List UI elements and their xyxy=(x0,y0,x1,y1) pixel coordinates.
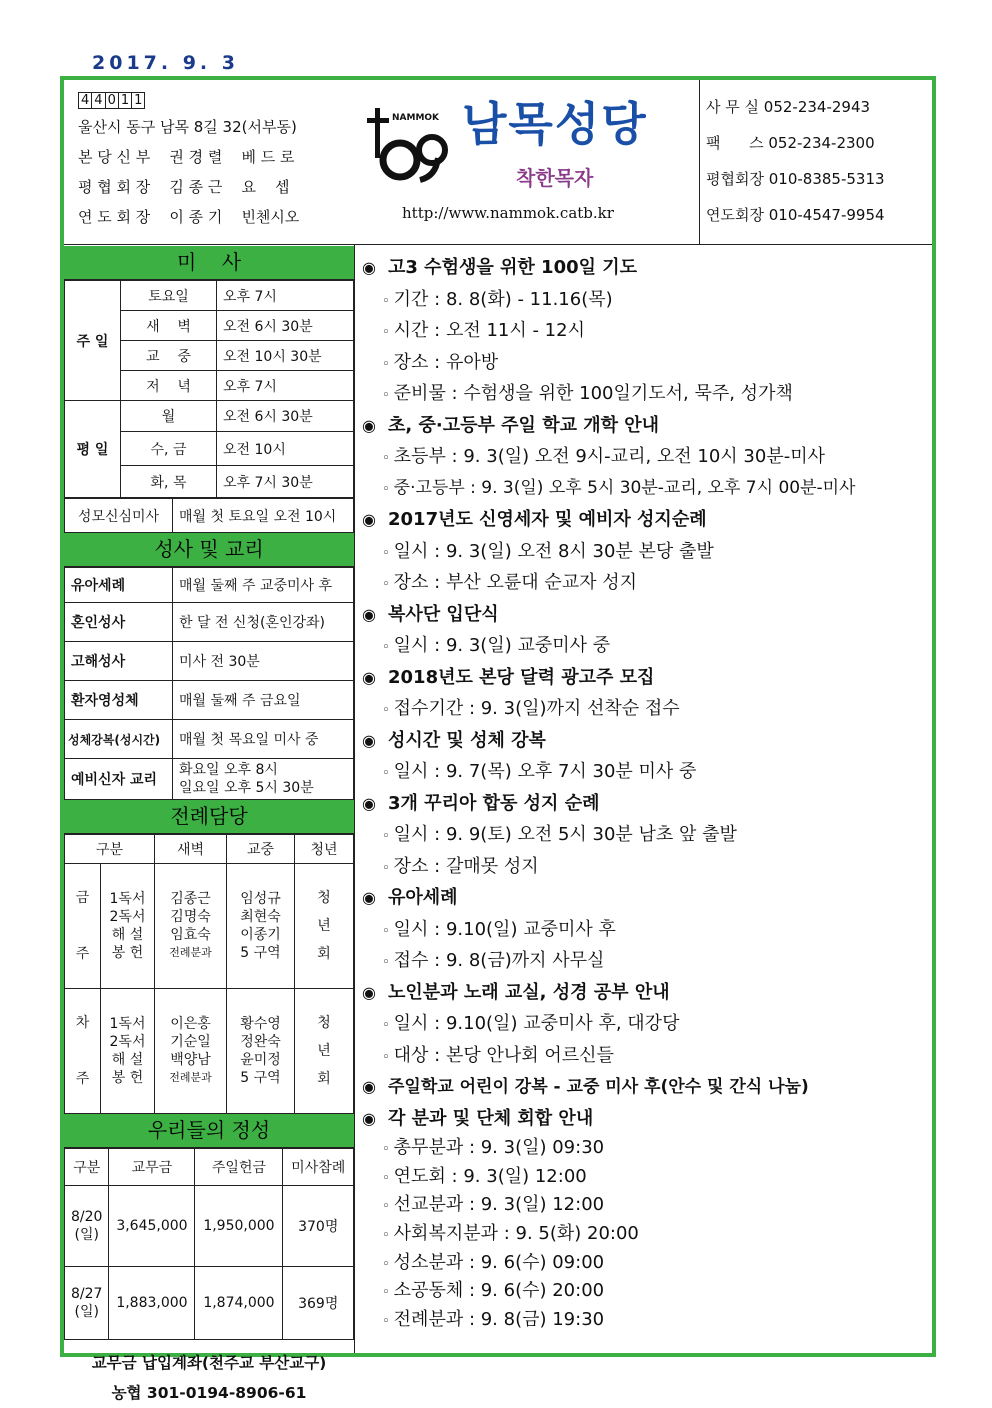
mass-name: 화, 목 xyxy=(121,466,217,498)
liturgy-header: 새벽 xyxy=(155,835,227,864)
mass-name: 수, 금 xyxy=(121,432,217,466)
week-char: 금 xyxy=(75,890,90,906)
sacrament-desc: 미사 전 30분 xyxy=(173,642,354,681)
role: 2독서 xyxy=(109,1034,146,1050)
notice-title-text: 주일학교 어린이 강복 - 교중 미사 후(안수 및 간식 나눔) xyxy=(388,1077,809,1097)
bullet-icon: ◦ xyxy=(382,293,390,309)
notice-item-text: 일시 : 9. 9(토) 오전 5시 30분 남초 앞 출발 xyxy=(393,824,737,845)
assignee: 임성규 xyxy=(240,891,281,907)
mass-name: 월 xyxy=(121,401,217,432)
assignee: 김종근 xyxy=(170,891,211,907)
staff-name: 김 종 근 xyxy=(169,178,223,196)
assignee: 이은홍 xyxy=(170,1016,211,1032)
notice-title xyxy=(362,410,922,442)
assignee: 임효숙 xyxy=(170,927,211,943)
church-logo-icon xyxy=(366,102,454,184)
role: 1독서 xyxy=(109,1016,146,1032)
notice-item-text: 일시 : 9. 7(목) 오후 7시 30분 미사 중 xyxy=(393,761,697,782)
bulletin-date: 2017. 9. 3 xyxy=(92,52,239,74)
week-char: 주 xyxy=(75,1071,90,1087)
role-list xyxy=(101,989,155,1114)
notice-item xyxy=(362,1008,922,1040)
main-list xyxy=(227,864,295,989)
table-row xyxy=(65,989,354,1114)
contact-row xyxy=(706,164,928,200)
notice-title-text: 2018년도 본당 달력 광고주 모집 xyxy=(388,666,655,688)
notice-item xyxy=(362,1191,922,1220)
liturgy-header: 구분 xyxy=(65,835,155,864)
youth-list xyxy=(295,864,354,989)
notice-item xyxy=(362,1220,922,1249)
notice-item xyxy=(362,567,922,599)
offering-header: 교무금 xyxy=(109,1149,195,1186)
notice-title-text: 고3 수험생을 위한 100일 기도 xyxy=(388,257,638,278)
staff-baptismal: 베 드 로 xyxy=(241,148,295,166)
account-number: 농협 301-0194-8906-61 xyxy=(111,1384,307,1402)
assignee: 전례분과 xyxy=(169,946,212,959)
bullet-icon: ◦ xyxy=(382,1049,390,1065)
staff-row xyxy=(78,202,348,232)
bullet-icon: ◦ xyxy=(382,923,390,939)
offering-dues: 1,883,000 xyxy=(109,1267,195,1340)
notice-item xyxy=(362,756,922,788)
assignee: 정완숙 xyxy=(240,1034,281,1050)
contact-label: 사 무 실 xyxy=(706,98,760,116)
zip-digit: 4 xyxy=(92,93,105,108)
mass-name: 성모신심미사 xyxy=(65,499,173,533)
notice-item-text: 일시 : 9.10(일) 교중미사 후, 대강당 xyxy=(393,1013,680,1034)
table-row xyxy=(65,1267,354,1340)
zip-digit: 4 xyxy=(79,93,92,108)
zip-digit: 1 xyxy=(134,93,143,108)
notice-item xyxy=(362,1249,922,1278)
youth-char: 청 xyxy=(317,1015,331,1031)
offering-dues: 3,645,000 xyxy=(109,1186,195,1267)
offering-collection: 1,950,000 xyxy=(195,1186,283,1267)
bullet-icon: ◦ xyxy=(382,766,390,781)
youth-char: 년 xyxy=(317,1043,331,1059)
mass-name: 저 녁 xyxy=(121,371,217,401)
role: 봉 헌 xyxy=(111,945,144,961)
staff-name: 이 종 기 xyxy=(169,208,223,226)
offering-header: 구분 xyxy=(65,1149,109,1186)
notice-item-text: 접수기간 : 9. 3(일)까지 선착순 접수 xyxy=(393,698,680,719)
bullseye-icon: ◉ xyxy=(362,1108,376,1128)
mass-time: 오전 6시 30분 xyxy=(217,311,354,341)
notice-title-text: 노인분과 노래 교실, 성경 공부 안내 xyxy=(388,981,670,1003)
youth-char: 회 xyxy=(317,1071,331,1087)
contact-label: 연도회장 xyxy=(706,206,764,224)
contact-number: 052-234-2300 xyxy=(768,134,875,152)
notice-title xyxy=(362,504,922,536)
notice-item-text: 소공동체 : 9. 6(수) 20:00 xyxy=(393,1280,605,1302)
contact-label: 팩 스 xyxy=(706,134,764,152)
table-row xyxy=(65,603,354,642)
bullet-icon: ◦ xyxy=(382,829,390,844)
address: 울산시 동구 남목 8길 32(서부동) xyxy=(78,118,297,136)
bullet-icon: ◦ xyxy=(382,356,390,372)
notice-title xyxy=(362,977,922,1009)
assignee: 기순일 xyxy=(170,1034,211,1050)
sacrament-name: 예비신자 교리 xyxy=(65,759,173,800)
mass-time: 오후 7시 xyxy=(217,371,354,401)
notice-title-text: 복사단 입단식 xyxy=(388,603,499,625)
header-info xyxy=(78,90,348,232)
staff-baptismal: 빈첸시오 xyxy=(241,208,300,226)
mass-title: 미 사 xyxy=(64,246,354,280)
offering-collection: 1,874,000 xyxy=(195,1267,283,1340)
sacrament-desc xyxy=(173,759,354,800)
special-mass-table xyxy=(64,498,354,533)
notice-item xyxy=(362,851,922,883)
sacraments-title: 성사 및 교리 xyxy=(64,533,354,567)
offering-header: 주일헌금 xyxy=(195,1149,283,1186)
notice-title-text: 유아세례 xyxy=(388,887,458,908)
offering-date xyxy=(65,1267,109,1340)
notice-title xyxy=(362,252,922,284)
main-list xyxy=(227,989,295,1114)
header-divider xyxy=(64,244,932,245)
notice-item xyxy=(362,1163,922,1192)
notice-item-text: 일시 : 9. 3(일) 교중미사 중 xyxy=(393,635,611,656)
notice-item-text: 사회복지분과 : 9. 5(화) 20:00 xyxy=(393,1223,639,1245)
dawn-list xyxy=(155,989,227,1114)
notice-item-text: 시간 : 오전 11시 - 12시 xyxy=(393,320,585,341)
bullet-icon: ◦ xyxy=(382,1256,390,1272)
contact-row xyxy=(706,200,928,236)
sacrament-name: 유아세례 xyxy=(65,568,173,603)
notice-item xyxy=(362,536,922,568)
offering-date-line: (일) xyxy=(74,1227,99,1243)
notice-title-text: 성시간 및 성체 강복 xyxy=(388,729,546,751)
notice-title-text: 각 분과 및 단체 회합 안내 xyxy=(388,1107,594,1129)
notice-item-text: 장소 : 부산 오륜대 순교자 성지 xyxy=(393,572,637,593)
bullseye-icon: ◉ xyxy=(362,415,376,435)
bullet-icon: ◦ xyxy=(382,703,390,718)
bullseye-icon: ◉ xyxy=(362,982,376,1002)
notice-item-text: 장소 : 갈매못 성지 xyxy=(393,855,539,877)
contact-list xyxy=(706,92,928,236)
youth-char: 년 xyxy=(317,918,331,934)
table-row xyxy=(65,1186,354,1267)
assignee: 5 구역 xyxy=(240,945,281,961)
assignee: 전례분과 xyxy=(169,1071,212,1084)
sacrament-name: 성체강복(성시간) xyxy=(65,720,173,759)
notice-item xyxy=(362,1306,922,1335)
notice-title xyxy=(362,662,922,694)
week-char: 차 xyxy=(75,1015,90,1031)
offering-date-line: 8/20 xyxy=(71,1209,103,1225)
bullet-icon: ◦ xyxy=(382,955,390,970)
notice-title xyxy=(362,1071,922,1103)
header-title-block xyxy=(354,80,700,244)
notice-item-text: 전례분과 : 9. 8(금) 19:30 xyxy=(393,1309,605,1331)
notice-item-text: 연도회 : 9. 3(일) 12:00 xyxy=(393,1165,587,1187)
mass-name: 새 벽 xyxy=(121,311,217,341)
contact-row xyxy=(706,92,928,128)
weekday-label: 평 일 xyxy=(65,401,121,498)
bullet-icon: ◦ xyxy=(382,577,390,592)
zip-digit: 1 xyxy=(119,93,132,108)
notice-title xyxy=(362,1103,922,1135)
offering-date xyxy=(65,1186,109,1267)
offerings-table xyxy=(64,1148,354,1340)
logo-text: NAMMOK xyxy=(392,113,440,123)
staff-role: 연 도 회 장 xyxy=(78,208,151,226)
assignee: 김명숙 xyxy=(170,909,211,925)
bullet-icon: ◦ xyxy=(382,1199,390,1215)
offering-attendance: 370명 xyxy=(283,1186,354,1267)
notice-title xyxy=(362,725,922,757)
bullseye-icon: ◉ xyxy=(362,1077,376,1096)
notice-title xyxy=(362,788,922,820)
role: 2독서 xyxy=(109,909,146,925)
table-row xyxy=(65,720,354,759)
week-label xyxy=(65,989,101,1114)
bullseye-icon: ◉ xyxy=(362,667,376,687)
notice-item xyxy=(362,378,922,410)
role: 해 설 xyxy=(111,1052,144,1068)
zip-digit: 0 xyxy=(106,93,119,108)
role: 1독서 xyxy=(109,891,146,907)
assignee: 이종기 xyxy=(240,927,281,943)
staff-row xyxy=(78,142,348,172)
table-row xyxy=(65,568,354,603)
sacrament-desc: 매월 첫 목요일 미사 중 xyxy=(173,720,354,759)
bullet-icon: ◦ xyxy=(382,860,390,876)
notice-item-text: 일시 : 9. 3(일) 오전 8시 30분 본당 출발 xyxy=(393,540,714,562)
tagline: 착한목자 xyxy=(516,166,594,190)
sacrament-name: 혼인성사 xyxy=(65,603,173,642)
notice-title-text: 초, 중·고등부 주일 학교 개학 안내 xyxy=(388,414,660,436)
notice-item-text: 성소분과 : 9. 6(수) 09:00 xyxy=(393,1251,605,1273)
notice-item-text: 초등부 : 9. 3(일) 오전 9시-교리, 오전 10시 30분-미사 xyxy=(393,446,825,467)
role-list xyxy=(101,864,155,989)
offering-attendance: 369명 xyxy=(283,1267,354,1340)
contact-number: 010-4547-9954 xyxy=(768,206,885,224)
notice-item-text: 일시 : 9.10(일) 교중미사 후 xyxy=(393,918,616,940)
liturgy-table xyxy=(64,834,354,1114)
table-row xyxy=(65,759,354,800)
notice-item-text: 선교분과 : 9. 3(일) 12:00 xyxy=(393,1194,605,1216)
notice-item-text: 접수 : 9. 8(금)까지 사무실 xyxy=(393,950,605,971)
sacrament-name: 환자영성체 xyxy=(65,681,173,720)
staff-role: 본 당 신 부 xyxy=(78,148,151,166)
notice-item xyxy=(362,473,922,505)
assignee: 백양남 xyxy=(170,1052,211,1068)
notice-item xyxy=(362,693,922,725)
notice-item xyxy=(362,1040,922,1072)
mass-time: 오전 10시 xyxy=(217,432,354,466)
mass-time: 오후 7시 xyxy=(217,281,354,311)
bulletin-frame xyxy=(60,76,936,1402)
week-char: 주 xyxy=(75,946,90,962)
notice-item xyxy=(362,1134,922,1163)
offerings-title: 우리들의 정성 xyxy=(64,1114,354,1148)
bullet-icon: ◦ xyxy=(382,1170,390,1186)
website-url[interactable]: http://www.nammok.catb.kr xyxy=(402,204,614,222)
table-row xyxy=(65,835,354,864)
liturgy-header: 청년 xyxy=(295,835,354,864)
contact-number: 052-234-2943 xyxy=(763,98,871,116)
bullet-icon: ◦ xyxy=(382,1142,390,1157)
mass-time: 매월 첫 토요일 오전 10시 xyxy=(173,499,354,533)
mass-name: 교 중 xyxy=(121,341,217,371)
sacrament-desc-line: 화요일 오후 8시 xyxy=(179,762,278,778)
table-row xyxy=(65,642,354,681)
zip-code xyxy=(78,92,145,109)
staff-role: 평 협 회 장 xyxy=(78,178,151,196)
table-row xyxy=(65,864,354,989)
bullet-icon: ◦ xyxy=(382,388,390,403)
sacrament-desc: 매월 둘째 주 금요일 xyxy=(173,681,354,720)
bullseye-icon: ◉ xyxy=(362,258,376,277)
notice-title-text: 3개 꾸리아 합동 성지 순례 xyxy=(388,792,600,814)
bullet-icon: ◦ xyxy=(382,481,390,497)
notices-column xyxy=(362,252,922,1335)
account-title: 교무금 납입계좌(천주교 부산교구) xyxy=(91,1354,327,1372)
bullet-icon: ◦ xyxy=(382,325,390,340)
notice-item-text: 총무분과 : 9. 3(일) 09:30 xyxy=(393,1137,605,1158)
bullseye-icon: ◉ xyxy=(362,793,376,813)
dawn-list xyxy=(155,864,227,989)
notice-item-text: 장소 : 유아방 xyxy=(393,351,499,373)
church-name: 남목성당 xyxy=(462,97,648,151)
assignee: 최현숙 xyxy=(240,909,281,925)
staff-name: 권 경 렬 xyxy=(169,148,223,166)
notice-item-text: 중·고등부 : 9. 3(일) 오후 5시 30분-교리, 오후 7시 00분-미사 xyxy=(393,477,856,498)
offering-date-line: (일) xyxy=(74,1304,99,1320)
notice-item xyxy=(362,819,922,851)
offering-date-line: 8/27 xyxy=(71,1286,103,1302)
sacrament-desc: 한 달 전 신청(혼인강좌) xyxy=(173,603,354,642)
notice-item xyxy=(362,630,922,662)
notice-item xyxy=(362,914,922,946)
staff-row xyxy=(78,172,348,202)
sacrament-name: 고해성사 xyxy=(65,642,173,681)
notice-title xyxy=(362,599,922,631)
table-row xyxy=(65,401,354,432)
bullseye-icon: ◉ xyxy=(362,888,376,907)
contact-number: 010-8385-5313 xyxy=(768,170,885,188)
youth-char: 회 xyxy=(317,946,331,962)
notice-item xyxy=(362,284,922,316)
table-row xyxy=(65,681,354,720)
staff-baptismal: 요 셉 xyxy=(241,178,290,196)
youth-char: 청 xyxy=(317,890,331,906)
role: 해 설 xyxy=(111,927,144,943)
notice-item-text: 준비물 : 수험생을 위한 100일기도서, 묵주, 성가책 xyxy=(393,383,793,404)
bullet-icon: ◦ xyxy=(382,1285,390,1301)
mass-time: 오전 6시 30분 xyxy=(217,401,354,432)
bullet-icon: ◦ xyxy=(382,1018,390,1033)
table-row xyxy=(65,281,354,311)
contact-row xyxy=(706,128,928,164)
mass-time: 오전 10시 30분 xyxy=(217,341,354,371)
notice-item xyxy=(362,441,922,473)
notice-title xyxy=(362,882,922,914)
notice-item-text: 대상 : 본당 안나회 어르신들 xyxy=(393,1044,614,1066)
contact-label: 평협회장 xyxy=(706,170,764,188)
week-label xyxy=(65,864,101,989)
assignee: 윤미정 xyxy=(240,1052,281,1068)
bullet-icon: ◦ xyxy=(382,451,390,466)
bullet-icon: ◦ xyxy=(382,1314,390,1330)
offering-header: 미사참례 xyxy=(283,1149,354,1186)
bullseye-icon: ◉ xyxy=(362,604,376,624)
bullet-icon: ◦ xyxy=(382,640,390,655)
notice-item xyxy=(362,945,922,977)
liturgy-title: 전례담당 xyxy=(64,800,354,834)
notice-item xyxy=(362,347,922,379)
sacrament-desc: 매월 둘째 주 교중미사 후 xyxy=(173,568,354,603)
sacraments-table xyxy=(64,567,354,800)
bullet-icon: ◦ xyxy=(382,545,390,561)
column-divider xyxy=(354,244,355,1353)
sunday-label: 주 일 xyxy=(65,281,121,401)
notice-item xyxy=(362,1277,922,1306)
bullet-icon: ◦ xyxy=(382,1228,390,1244)
notice-item-text: 기간 : 8. 8(화) - 11.16(목) xyxy=(393,288,613,310)
notice-title-text: 2017년도 신영세자 및 예비자 성지순례 xyxy=(388,509,707,530)
table-row xyxy=(65,499,354,533)
youth-list xyxy=(295,989,354,1114)
table-row xyxy=(65,1149,354,1186)
assignee: 5 구역 xyxy=(240,1070,281,1086)
account-info xyxy=(64,1340,354,1408)
bullseye-icon: ◉ xyxy=(362,730,376,750)
mass-schedule-table xyxy=(64,280,354,498)
role: 봉 헌 xyxy=(111,1070,144,1086)
mass-name: 토요일 xyxy=(121,281,217,311)
bullseye-icon: ◉ xyxy=(362,510,376,529)
notice-item xyxy=(362,315,922,347)
mass-time: 오후 7시 30분 xyxy=(217,466,354,498)
assignee: 황수영 xyxy=(240,1016,281,1032)
sacrament-desc-line: 일요일 오후 5시 30분 xyxy=(179,780,314,796)
left-column xyxy=(64,246,354,1408)
liturgy-header: 교중 xyxy=(227,835,295,864)
